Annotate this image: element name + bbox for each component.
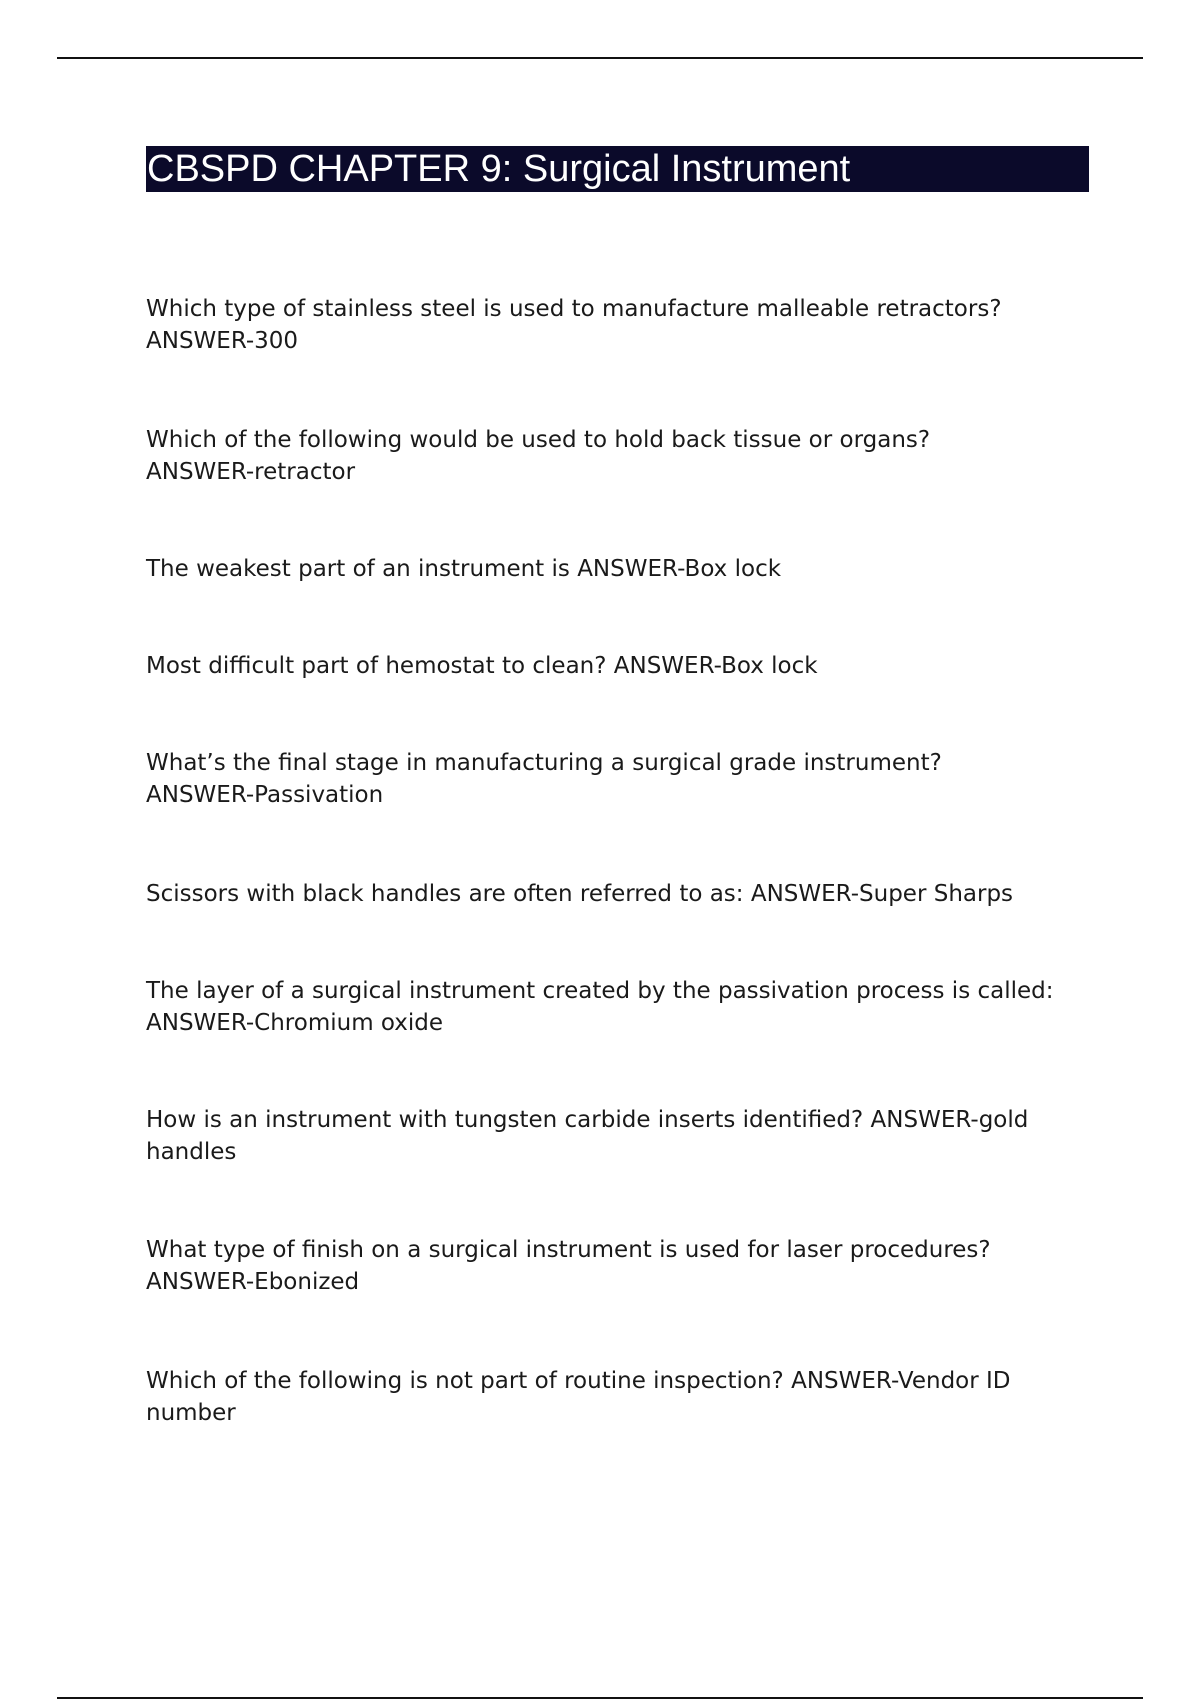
top-rule — [57, 57, 1143, 59]
question-text: Which of the following is not part of routine inspection? — [146, 1368, 784, 1394]
qa-item-5 — [146, 747, 1096, 811]
qa-item-1 — [146, 293, 1096, 357]
question-text: What type of finish on a surgical instrument is used for laser procedures? — [146, 1237, 991, 1263]
qa-item-10 — [146, 1365, 1096, 1429]
qa-item-6 — [146, 878, 1096, 910]
answer-text: ANSWER-Box lock — [577, 556, 782, 582]
answer-text: ANSWER-300 — [146, 328, 299, 354]
question-text: Most difficult part of hemostat to clean? — [146, 653, 607, 679]
answer-text: ANSWER-gold handles — [146, 1107, 1036, 1165]
qa-item-8 — [146, 1104, 1096, 1168]
question-text: What’s the final stage in manufacturing a surgical grade instrument? — [146, 750, 942, 776]
document-title-bar — [146, 146, 1089, 192]
answer-text: ANSWER-retractor — [146, 459, 356, 485]
answer-text: ANSWER-Box lock — [613, 653, 818, 679]
question-text: The weakest part of an instrument is — [146, 556, 570, 582]
answer-text: ANSWER-Chromium oxide — [146, 1010, 444, 1036]
qa-item-7 — [146, 975, 1096, 1039]
document-title: CBSPD CHAPTER 9: Surgical Instrument — [147, 148, 851, 190]
qa-item-9 — [146, 1234, 1096, 1298]
question-text: How is an instrument with tungsten carbide inserts identified? — [146, 1107, 864, 1133]
question-text: Which type of stainless steel is used to manufacture malleable retractors? — [146, 296, 1002, 322]
qa-item-3 — [146, 553, 1096, 585]
qa-item-2 — [146, 424, 1096, 488]
question-text: The layer of a surgical instrument created by the passivation process is called: — [146, 978, 1054, 1004]
answer-text: ANSWER-Super Sharps — [750, 881, 1014, 907]
answer-text: ANSWER-Vendor ID number — [146, 1368, 1018, 1426]
bottom-rule — [57, 1697, 1143, 1699]
question-text: Scissors with black handles are often referred to as: — [146, 881, 744, 907]
answer-text: ANSWER-Passivation — [146, 782, 384, 808]
answer-text: ANSWER-Ebonized — [146, 1269, 360, 1295]
qa-item-4 — [146, 650, 1096, 682]
question-text: Which of the following would be used to hold back tissue or organs? — [146, 427, 931, 453]
